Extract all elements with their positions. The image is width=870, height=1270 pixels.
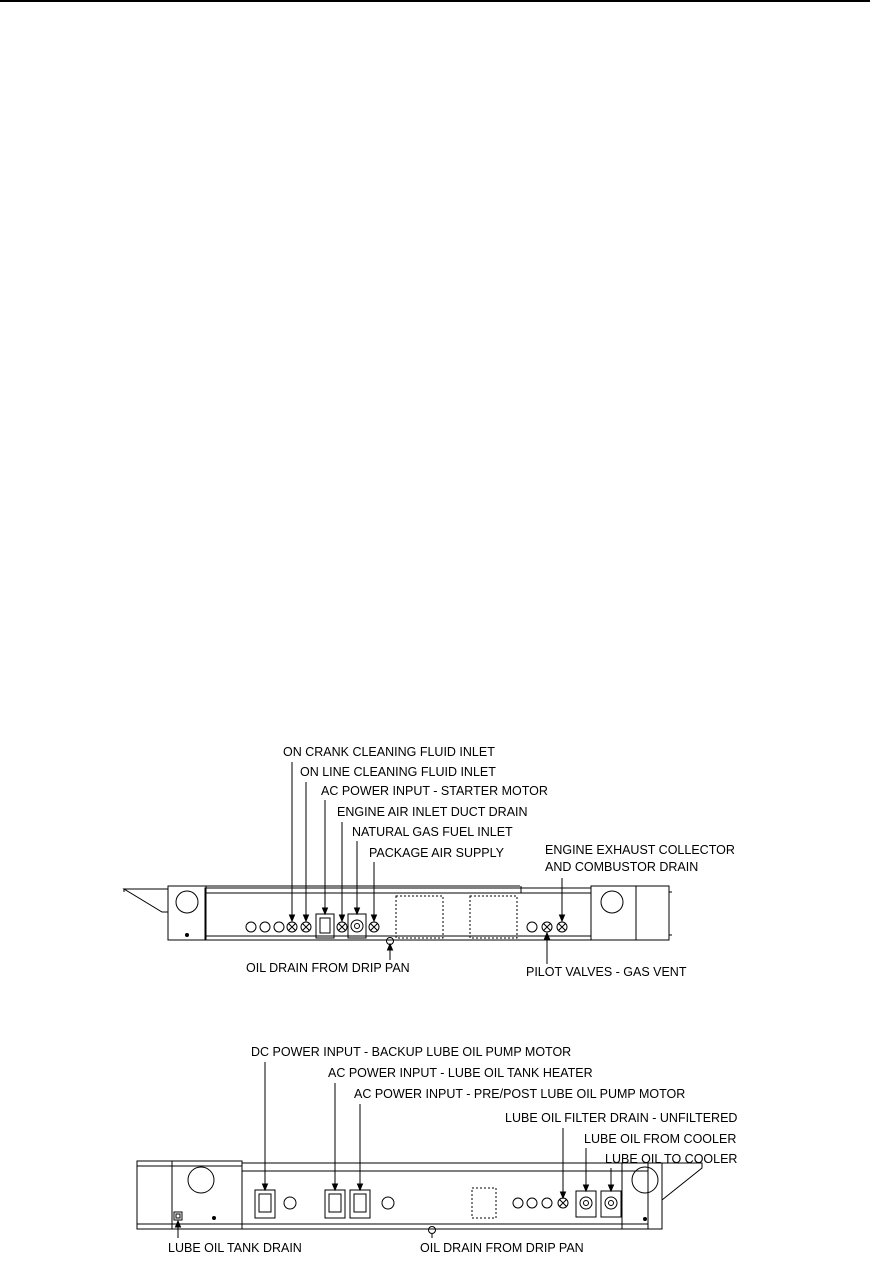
- label-and-combustor-drain: AND COMBUSTOR DRAIN: [545, 860, 699, 874]
- label-on-line-cleaning-fluid-inlet: ON LINE CLEANING FLUID INLET: [300, 765, 496, 779]
- label-ac-power-starter-motor: AC POWER INPUT - STARTER MOTOR: [321, 784, 548, 798]
- label-oil-drain-from-drip-pan-bottom: OIL DRAIN FROM DRIP PAN: [420, 1241, 584, 1255]
- label-lube-oil-tank-drain: LUBE OIL TANK DRAIN: [168, 1241, 302, 1255]
- label-lube-oil-to-cooler: LUBE OIL TO COOLER: [605, 1152, 738, 1166]
- label-oil-drain-from-drip-pan-top: OIL DRAIN FROM DRIP PAN: [246, 961, 410, 975]
- label-pilot-valves-gas-vent: PILOT VALVES - GAS VENT: [526, 965, 687, 979]
- label-package-air-supply: PACKAGE AIR SUPPLY: [369, 846, 505, 860]
- label-ac-power-pre-post-lube-oil-pump: AC POWER INPUT - PRE/POST LUBE OIL PUMP MOTOR: [354, 1087, 686, 1101]
- label-natural-gas-fuel-inlet: NATURAL GAS FUEL INLET: [352, 825, 513, 839]
- label-engine-air-inlet-duct-drain: ENGINE AIR INLET DUCT DRAIN: [337, 805, 528, 819]
- bottom-skid-view: [137, 1161, 702, 1234]
- label-engine-exhaust-collector: ENGINE EXHAUST COLLECTOR: [545, 843, 735, 857]
- label-ac-power-lube-oil-tank-heater: AC POWER INPUT - LUBE OIL TANK HEATER: [328, 1066, 593, 1080]
- label-on-crank-cleaning-fluid-inlet: ON CRANK CLEANING FLUID INLET: [283, 745, 495, 759]
- label-lube-oil-filter-drain: LUBE OIL FILTER DRAIN - UNFILTERED: [505, 1111, 738, 1125]
- top-skid-view: [124, 886, 672, 945]
- label-dc-power-backup-lube-oil-pump: DC POWER INPUT - BACKUP LUBE OIL PUMP MOTOR: [251, 1045, 572, 1059]
- label-lube-oil-from-cooler: LUBE OIL FROM COOLER: [584, 1132, 737, 1146]
